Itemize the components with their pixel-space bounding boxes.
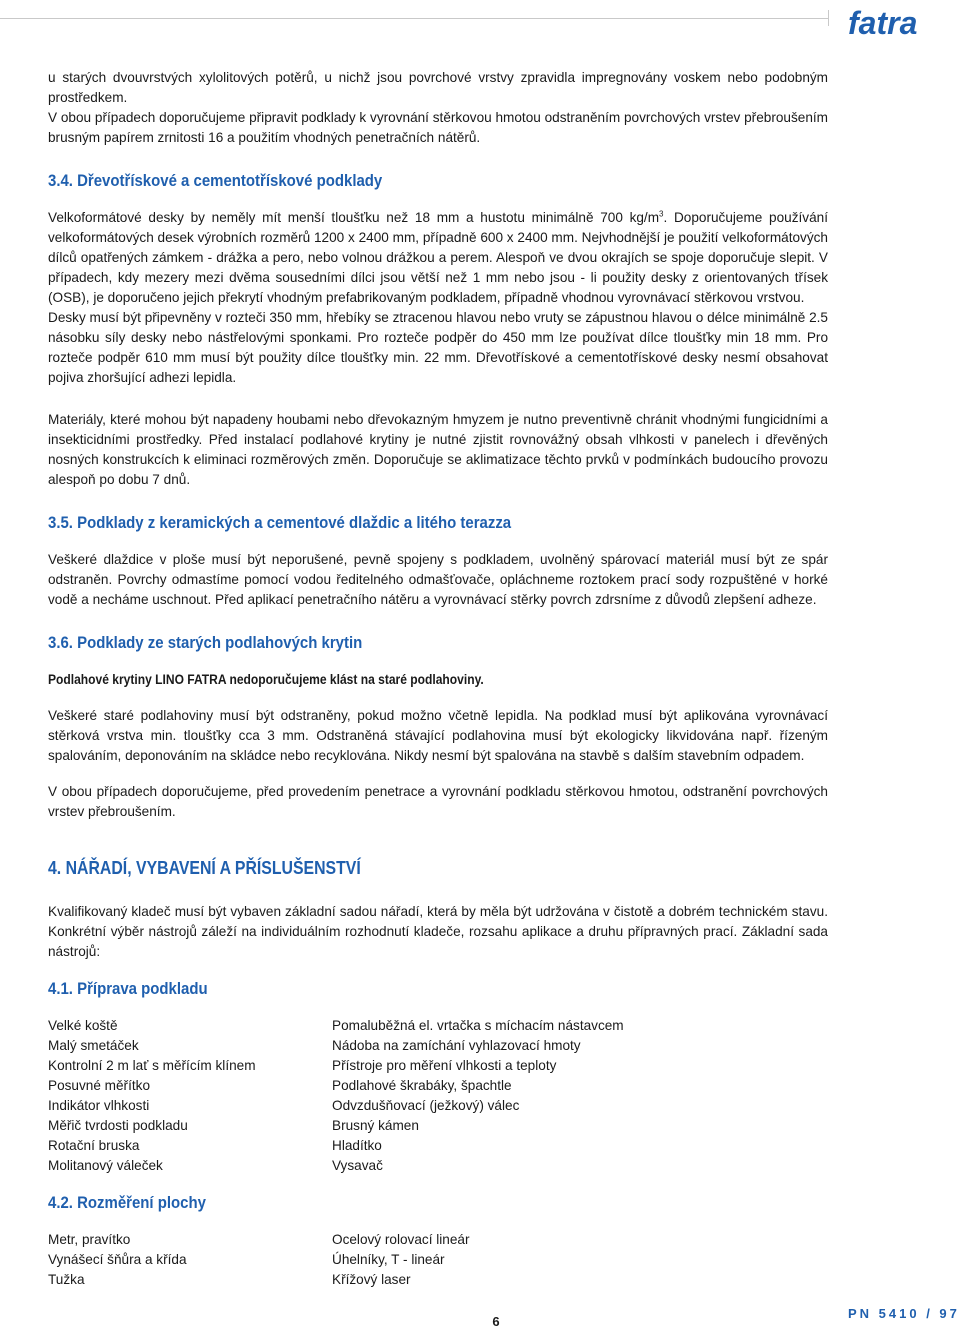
list-item: Molitanový váleček <box>48 1158 163 1173</box>
section-3-4-text-b: . Doporučujeme používání velkoformátových desek výrobních rozměrů 1200 x 2400 mm, případně 600 x 2400 mm. Nejvhodnější je použití velkoformátových dílců opatřených zámkem - drážka a pero, nebo volnou drážkou a perem. Alespoň ve dvou okrajích se spoje doporučuje slepit. V případech, kdy mezery mezi dvěma sousedními dílci jsou větší než 1 mm nebo jsou - li použity desky z orientovaných třísek (OSB), je doporučeno jejich překrytí vhodným prefabrikovaným podkladem, případně vhodnou vyrovnávací stěrkovou vrstvou. <box>48 210 828 305</box>
list-item: Posuvné měřítko <box>48 1078 150 1093</box>
list-item: Úhelníky, T - lineár <box>332 1252 445 1267</box>
header-rule-tick <box>828 10 829 26</box>
section-3-6-paragraph-1: Veškeré staré podlahoviny musí být odstraněny, pokud možno včetně lepidla. Na podklad musí být aplikována vyrovnávací stěrková vrstva min. tloušťky cca 3 mm. Odstraněná stávající podlahovina musí být ekologicky likvidována např. řízeným spalováním, deponováním na skládce nebo recyklována. Nikdy nesmí být spalována na stavbě s dalším stavebním odpadem. <box>48 708 828 763</box>
list-item: Vysavač <box>332 1158 383 1173</box>
section-3-4-text-a: Velkoformátové desky by neměly mít menší tloušťku než 18 mm a hustotu minimálně 700 kg/m <box>48 210 660 225</box>
tools-list-4-2 <box>48 1230 828 1290</box>
list-item: Malý smetáček <box>48 1038 139 1053</box>
section-3-4-paragraph-2: Desky musí být připevněny v rozteči 350 mm, hřebíky se ztracenou hlavou nebo vruty se zápustnou hlavou o délce minimálně 2.5 násobku síly desky nebo nástřelovými sponkami. Pro rozteče podpěr do 450 mm lze používat dílce tloušťky min 18 mm. Pro rozteče podpěr 610 mm musí být použity dílce tloušťky min. 22 mm. Dřevotřískové a cementotřískové desky nesmí obsahovat pojiva zhoršující adhezi lepidla. <box>48 310 828 385</box>
list-item: Vynášecí šňůra a křída <box>48 1252 187 1267</box>
header-rule <box>0 18 828 19</box>
list-item: Odvzdušňovací (ježkový) válec <box>332 1098 520 1113</box>
tools-list-4-2-right <box>332 1230 732 1290</box>
section-3-6-notice: Podlahové krytiny LINO FATRA nedoporučujeme klást na staré podlahoviny. <box>48 672 484 687</box>
main-content <box>48 68 828 1290</box>
superscript-3: 3 <box>659 209 664 219</box>
section-4-1-heading: 4.1. Příprava podkladu <box>48 979 208 998</box>
section-3-4-heading: 3.4. Dřevotřískové a cementotřískové podklady <box>48 171 383 190</box>
tools-list-4-1-left <box>48 1016 332 1176</box>
page-number: 6 <box>492 1314 500 1329</box>
list-item: Rotační bruska <box>48 1138 140 1153</box>
list-item: Metr, pravítko <box>48 1232 131 1247</box>
intro-paragraph-1: u starých dvouvrstvých xylolitových potěrů, u nichž jsou povrchové vrstvy zpravidla impregnovány voskem nebo podobným prostředkem. <box>48 70 828 105</box>
list-item: Indikátor vlhkosti <box>48 1098 150 1113</box>
tools-list-4-2-left <box>48 1230 332 1290</box>
list-item: Hladítko <box>332 1138 382 1153</box>
section-4-2-heading: 4.2. Rozměření plochy <box>48 1193 206 1212</box>
list-item: Pomaluběžná el. vrtačka s míchacím nástavcem <box>332 1018 624 1033</box>
tools-list-4-1-right <box>332 1016 732 1176</box>
section-4-heading: 4. NÁŘADÍ, VYBAVENÍ A PŘÍSLUŠENSTVÍ <box>48 858 361 878</box>
tools-list-4-1 <box>48 1016 828 1176</box>
section-3-4-paragraph-3: Materiály, které mohou být napadeny houbami nebo dřevokazným hmyzem je nutno preventivně chránit vhodnými fungicidními a insekticidními prostředky. Před instalací podlahové krytiny je nutné zjistit rovnovážný obsah vlhkosti v panelech i dřevěných nosných konstrukcích k eliminaci rozměrových změn. Doporučuje se aklimatizace těchto prvků v podmínkách budoucího provozu alespoň po dobu 7 dnů. <box>48 412 828 487</box>
list-item: Měřič tvrdosti podkladu <box>48 1118 188 1133</box>
list-item: Ocelový rolovací lineár <box>332 1232 470 1247</box>
fatra-logo <box>846 4 958 40</box>
list-item: Křížový laser <box>332 1272 411 1287</box>
section-3-5-paragraph-1: Veškeré dlaždice v ploše musí být neporušené, pevně spojeny s podkladem, uvolněný spárovací materiál musí být ze spár odstraněn. Povrchy odmastíme pomocí vodou ředitelného odmašťovače, opláchneme roztokem prací sody rozpuštěné v horké vodě a necháme uschnout. Před aplikací penetračního nátěru a vyrovnávací stěrky povrch zdrsníme z důvodů zlepšení adheze. <box>48 552 828 607</box>
list-item: Velké koště <box>48 1018 118 1033</box>
section-3-4-paragraph-1 <box>48 208 828 308</box>
list-item: Brusný kámen <box>332 1118 419 1133</box>
list-item: Kontrolní 2 m lať s měřícím klínem <box>48 1058 256 1073</box>
document-code: PN 5410 / 97 <box>848 1306 960 1321</box>
list-item: Tužka <box>48 1272 85 1287</box>
section-3-5-heading: 3.5. Podklady z keramických a cementové dlaždic a litého terazza <box>48 513 512 532</box>
list-item: Podlahové škrabáky, špachtle <box>332 1078 512 1093</box>
list-item: Nádoba na zamíchání vyhlazovací hmoty <box>332 1038 581 1053</box>
list-item: Přístroje pro měření vlhkosti a teploty <box>332 1058 557 1073</box>
section-3-6-paragraph-2: V obou případech doporučujeme, před provedením penetrace a vyrovnání podkladu stěrkovou hmotou, odstranění povrchových vrstev přebroušením. <box>48 784 828 819</box>
section-4-paragraph-1: Kvalifikovaný kladeč musí být vybaven základní sadou nářadí, která by měla být udržována v čistotě a dobrém technickém stavu. Konkrétní výběr nástrojů záleží na individuálním rozhodnutí kladeče, rozsahu aplikace a druhu přípravných prací. Základní sada nástrojů: <box>48 904 828 959</box>
intro-paragraph-2: V obou případech doporučujeme připravit podklady k vyrovnání stěrkovou hmotou odstraněním povrchových vrstev přebroušením brusným papírem zrnitosti 16 a použitím vhodných penetračních nátěrů. <box>48 110 828 145</box>
section-3-6-heading: 3.6. Podklady ze starých podlahových krytin <box>48 633 363 652</box>
fatra-logo-text: fatra <box>848 5 918 40</box>
